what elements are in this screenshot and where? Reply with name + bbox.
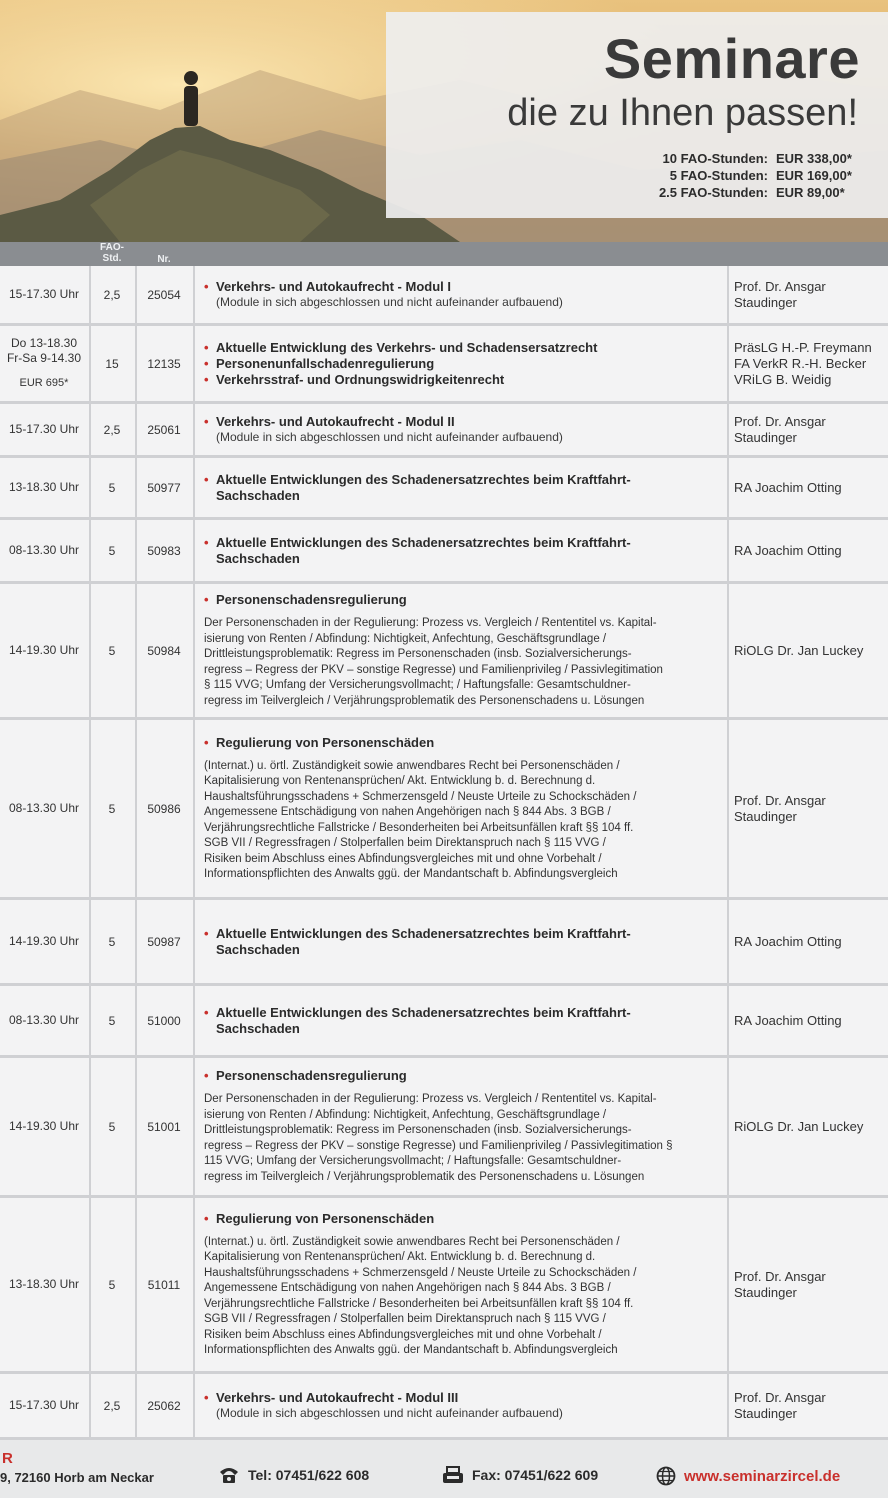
cell-description [194, 1058, 726, 1195]
cell-fao-hours: 5 [108, 801, 116, 816]
seminar-content: (Internat.) u. örtl. Zuständigkeit sowie anwendbares Recht bei Personenschäden / Kapitalisierung von Rentenansprüchen/ Akt. Entwicklung b. d. Berechnung d. Haushaltsführungsschadens + Schmerzensgeld / Neuste Urteile zu Schockschäden / Angemessene Entschädigung von nahen Angehörigen nach § 844 Abs. 3 BGB / Verjährungsrechtliche Fallstricke / Besonderheiten bei Arbeitsunfällen kraft §§ 104 ff. SGB VII / Regressfragen / Stolperfallen beim Direktanspruch nach § 115 VVG / Risiken beim Abschluss eines Abfindungsvergleiches mit und ohne Vorbehalt / Informationspflichten des Anwalts ggü. der Mandantschaft b. Abfindungsvergleich [204, 1235, 637, 1356]
table-row [0, 458, 888, 520]
seminar-title-text: Verkehrs- und Autokaufrecht - Modul II [216, 414, 455, 429]
column-header-nr: Nr. [157, 254, 171, 265]
price-value: EUR 89,00* [776, 185, 845, 200]
cell-time [0, 1374, 88, 1437]
cell-description [194, 1198, 726, 1371]
seminar-title [204, 414, 455, 430]
cell-time [0, 1198, 88, 1371]
seminar-title [204, 592, 407, 608]
price-row [648, 184, 856, 201]
table-row [0, 266, 888, 326]
seminar-title [204, 535, 631, 567]
cell-fao-hours: 5 [108, 1119, 116, 1134]
cell-description [194, 1374, 726, 1437]
time-price: EUR 695* [19, 377, 69, 389]
table-row [0, 1374, 888, 1440]
cell-fao-hours: 5 [108, 1277, 116, 1292]
cell-speaker: RiOLG Dr. Jan Luckey [734, 642, 864, 658]
time-line: 14-19.30 Uhr [8, 1119, 80, 1133]
seminar-title-text: Aktuelle Entwicklungen des Schadenersatzrechtes beim Kraftfahrt- Sachschaden [216, 1004, 631, 1036]
table-header [0, 242, 888, 266]
cell-description [194, 520, 726, 581]
table-row [0, 584, 888, 720]
cell-time [0, 326, 88, 401]
cell-seminar-number: 12135 [147, 356, 181, 371]
bullet-icon: • [204, 925, 209, 941]
footer [0, 1440, 888, 1498]
cell-time [0, 520, 88, 581]
seminar-title [204, 1211, 434, 1227]
bullet-icon: • [204, 279, 209, 294]
cell-time [0, 584, 88, 717]
hero-banner [0, 0, 888, 242]
cell-seminar-number: 25061 [147, 422, 181, 437]
time-line: 15-17.30 Uhr [8, 1398, 80, 1412]
price-value: EUR 169,00* [776, 168, 852, 183]
bullet-icon: • [204, 592, 209, 607]
time-line: 08-13.30 Uhr [8, 543, 80, 557]
seminar-title-text: Verkehrs- und Autokaufrecht - Modul III [216, 1390, 459, 1405]
seminar-title [204, 372, 504, 388]
bullet-icon: • [204, 1068, 209, 1083]
cell-time [0, 900, 88, 983]
bullet-icon: • [204, 471, 209, 487]
cell-description [194, 326, 726, 401]
cell-time [0, 458, 88, 517]
time-line: 14-19.30 Uhr [8, 643, 80, 657]
bullet-icon: • [204, 1390, 209, 1405]
seminar-title-text: Aktuelle Entwicklungen des Schadenersatzrechtes beim Kraftfahrt- Sachschaden [216, 534, 631, 566]
price-row [648, 150, 856, 167]
cell-time [0, 986, 88, 1055]
seminar-title-text: Personenschadensregulierung [216, 592, 407, 607]
bullet-icon: • [204, 1210, 209, 1226]
cell-seminar-number: 25054 [147, 287, 181, 302]
table-row [0, 404, 888, 458]
cell-description [194, 720, 726, 897]
cell-time [0, 720, 88, 897]
cell-seminar-number: 25062 [147, 1398, 181, 1413]
seminar-title [204, 472, 631, 504]
cell-time [0, 266, 88, 323]
cell-speaker: RA Joachim Otting [734, 933, 842, 949]
price-list [648, 150, 856, 201]
bullet-icon: • [204, 355, 209, 371]
price-label: 2.5 FAO-Stunden: [658, 185, 768, 200]
seminar-note: (Module in sich abgeschlossen und nicht aufeinander aufbauend) [216, 430, 563, 444]
cell-seminar-number: 50987 [147, 934, 181, 949]
price-row [648, 167, 856, 184]
seminar-title [204, 1005, 631, 1037]
bullet-icon: • [204, 1004, 209, 1020]
cell-speaker: RiOLG Dr. Jan Luckey [734, 1118, 864, 1134]
cell-seminar-number: 51001 [147, 1119, 181, 1134]
cell-fao-hours: 2,5 [103, 1398, 121, 1413]
cell-time [0, 1058, 88, 1195]
bullet-icon: • [204, 734, 209, 750]
cell-time [0, 404, 88, 455]
seminar-title [204, 279, 451, 295]
cell-speaker: RA Joachim Otting [734, 1012, 842, 1028]
cell-speaker: Prof. Dr. Ansgar Staudinger [734, 278, 826, 310]
seminar-title [204, 1390, 458, 1406]
footer-logo-letter: R [2, 1450, 13, 1467]
footer-website-link[interactable] [656, 1466, 840, 1486]
cell-fao-hours: 5 [108, 480, 116, 495]
bullet-icon: • [204, 371, 209, 387]
seminar-note: (Module in sich abgeschlossen und nicht aufeinander aufbauend) [216, 1406, 563, 1420]
cell-speaker: Prof. Dr. Ansgar Staudinger [734, 792, 826, 824]
table-row [0, 720, 888, 900]
seminar-title [204, 356, 434, 372]
seminar-title [204, 1068, 407, 1084]
time-line: 08-13.30 Uhr [8, 1013, 80, 1027]
seminar-title-text: Regulierung von Personenschäden [216, 734, 435, 750]
seminar-content: Der Personenschaden in der Regulierung: Prozess vs. Vergleich / Rententitel vs. Kapital- isierung von Renten / Abfindung: Nichtigkeit, Anfechtung, Geschäftsgrundlage / Drittleistungsproblematik: Regress im Personenschaden (insb. Sozialversicherungs- regress – Regress der PKV – sonstige Regresse) und Familienprivileg / Passivlegitimation § 115 VVG; Umfang der Versicherungsvollmacht; / Haftungsfalle: Gesamtschuldner- regress im Teilvergleich / Verjährungsproblematik des Personenschadens u. Lösungen [204, 617, 663, 707]
cell-description [194, 404, 726, 455]
cell-seminar-number: 51011 [147, 1277, 181, 1292]
cell-description [194, 584, 726, 717]
footer-address: 9, 72160 Horb am Neckar [0, 1470, 154, 1485]
bullet-icon: • [204, 339, 209, 355]
seminar-title [204, 735, 434, 751]
seminar-title-text: Aktuelle Entwicklungen des Schadenersatzrechtes beim Kraftfahrt- Sachschaden [216, 925, 631, 957]
bullet-icon: • [204, 534, 209, 550]
cell-fao-hours: 5 [108, 1013, 116, 1028]
price-label: 10 FAO-Stunden: [662, 151, 768, 166]
page-subtitle: die zu Ihnen passen! [507, 92, 858, 134]
time-line: 13-18.30 Uhr [8, 480, 80, 494]
cell-seminar-number: 50984 [147, 643, 181, 658]
seminar-content: Der Personenschaden in der Regulierung: Prozess vs. Vergleich / Rententitel vs. Kapital- isierung von Renten / Abfindung: Nichtigkeit, Anfechtung, Geschäftsgrundlage / Drittleistungsproblematik: Regress im Personenschaden (insb. Sozialversicherungs- regress – Regress der PKV – sonstige Regresse) und Familienprivileg / Passivlegitimation § 115 VVG; Umfang der Versicherungsvollmacht; / Haftungsfalle: Gesamtschuldner- regress im Teilvergleich / Verjährungsproblematik des Personenschadens u. Lösungen [204, 1093, 673, 1183]
table-row [0, 520, 888, 584]
cell-description [194, 458, 726, 517]
cell-fao-hours: 15 [105, 356, 119, 371]
bullet-icon: • [204, 414, 209, 429]
globe-icon [656, 1466, 676, 1486]
cell-seminar-number: 51000 [147, 1013, 181, 1028]
cell-seminar-number: 50983 [147, 543, 181, 558]
seminar-title-text: Verkehrs- und Autokaufrecht - Modul I [216, 279, 451, 294]
cell-speaker: RA Joachim Otting [734, 479, 842, 495]
footer-phone-text: Tel: 07451/622 608 [248, 1467, 370, 1483]
footer-website-text: www.seminarzircel.de [684, 1467, 841, 1485]
cell-fao-hours: 2,5 [103, 287, 121, 302]
seminar-note: (Module in sich abgeschlossen und nicht aufeinander aufbauend) [216, 295, 563, 309]
cell-seminar-number: 50986 [147, 801, 181, 816]
seminar-title-text: Personenunfallschadenregulierung [216, 355, 435, 371]
cell-speaker: RA Joachim Otting [734, 542, 842, 558]
seminar-title-text: Aktuelle Entwicklungen des Schadenersatzrechtes beim Kraftfahrt- Sachschaden [216, 471, 631, 503]
table-row [0, 900, 888, 986]
price-label: 5 FAO-Stunden: [669, 168, 768, 183]
column-header-fao: FAO- Std. [100, 242, 124, 264]
seminar-title-text: Verkehrsstraf- und Ordnungswidrigkeitenrecht [216, 371, 505, 387]
cell-seminar-number: 50977 [147, 480, 181, 495]
title-panel [386, 12, 888, 218]
table-row [0, 986, 888, 1058]
cell-description [194, 900, 726, 983]
cell-fao-hours: 5 [108, 934, 116, 949]
cell-fao-hours: 5 [108, 643, 116, 658]
cell-speaker: Prof. Dr. Ansgar Staudinger [734, 1268, 826, 1300]
price-value: EUR 338,00* [776, 151, 852, 166]
cell-fao-hours: 5 [108, 543, 116, 558]
footer-fax[interactable] [442, 1466, 598, 1484]
time-line: 15-17.30 Uhr [8, 422, 80, 436]
time-line: Do 13-18.30 [10, 336, 78, 350]
time-line: 15-17.30 Uhr [8, 287, 80, 301]
time-line: 14-19.30 Uhr [8, 934, 80, 948]
cell-speaker: Prof. Dr. Ansgar Staudinger [734, 1389, 826, 1421]
table-row [0, 326, 888, 404]
cell-speaker: Prof. Dr. Ansgar Staudinger [734, 413, 826, 445]
time-line: 13-18.30 Uhr [8, 1277, 80, 1291]
cell-description [194, 266, 726, 323]
footer-phone[interactable] [218, 1466, 369, 1484]
footer-fax-text: Fax: 07451/622 609 [472, 1467, 599, 1483]
table-row [0, 1198, 888, 1374]
cell-speaker: PräsLG H.-P. Freymann FA VerkR R.-H. Becker VRiLG B. Weidig [734, 339, 872, 387]
page-title: Seminare [603, 27, 860, 90]
seminar-title-text: Aktuelle Entwicklung des Verkehrs- und Schadensersatzrecht [216, 339, 598, 355]
cell-description [194, 986, 726, 1055]
fax-icon [442, 1466, 464, 1484]
seminar-title [204, 926, 631, 958]
time-line: Fr-Sa 9-14.30 [6, 351, 82, 365]
seminar-title [204, 340, 597, 356]
phone-icon [218, 1466, 240, 1484]
time-line: 08-13.30 Uhr [8, 801, 80, 815]
seminar-content: (Internat.) u. örtl. Zuständigkeit sowie anwendbares Recht bei Personenschäden / Kapitalisierung von Rentenansprüchen/ Akt. Entwicklung b. d. Berechnung d. Haushaltsführungsschadens + Schmerzensgeld / Neuste Urteile zu Schockschäden / Angemessene Entschädigung von nahen Angehörigen nach § 844 Abs. 3 BGB / Verjährungsrechtliche Fallstricke / Besonderheiten bei Arbeitsunfällen kraft §§ 104 ff. SGB VII / Regressfragen / Stolperfallen beim Direktanspruch nach § 115 VVG / Risiken beim Abschluss eines Abfindungsvergleiches mit und ohne Vorbehalt / Informationspflichten des Anwalts ggü. der Mandantschaft b. Abfindungsvergleich [204, 759, 637, 880]
table-row [0, 1058, 888, 1198]
cell-fao-hours: 2,5 [103, 422, 121, 437]
seminar-title-text: Personenschadensregulierung [216, 1068, 407, 1083]
seminar-title-text: Regulierung von Personenschäden [216, 1210, 435, 1226]
